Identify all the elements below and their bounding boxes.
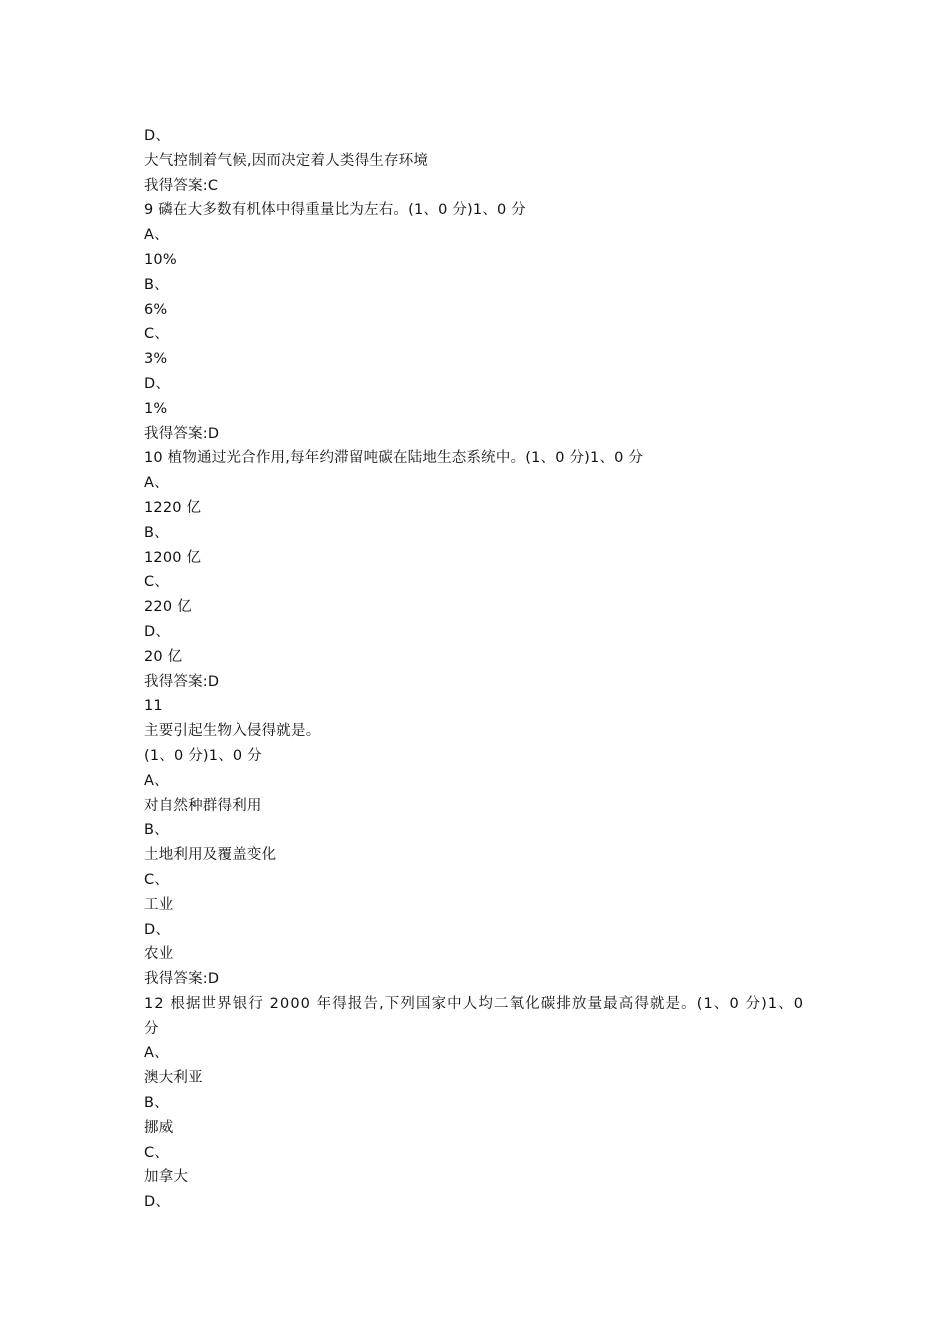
option-text: 10% <box>144 251 177 268</box>
option-text: 1200 亿 <box>144 549 202 566</box>
option-label: D、 <box>144 921 171 938</box>
option-text: 3% <box>144 351 168 368</box>
option-text: 挪威 <box>144 1119 174 1136</box>
option-label: D、 <box>144 128 171 144</box>
question-12: 12 根据世界银行 2000 年得报告,下列国家中人均二氧化碳排放量最高得就是。(1、0 分)1、0 分 <box>144 995 805 1037</box>
question-9: 9 磷在大多数有机体中得重量比为左右。(1、0 分)1、0 分 <box>144 202 526 219</box>
option-label: A、 <box>144 1045 169 1062</box>
option-label: C、 <box>144 574 170 591</box>
option-text: 澳大利亚 <box>144 1070 203 1087</box>
option-label: C、 <box>144 326 170 343</box>
option-label: B、 <box>144 822 169 839</box>
option-label: B、 <box>144 276 169 293</box>
option-label: A、 <box>144 475 169 492</box>
option-label: C、 <box>144 871 170 888</box>
option-label: B、 <box>144 524 169 541</box>
option-text: 大气控制着气候,因而决定着人类得生存环境 <box>144 152 429 169</box>
question-10: 10 植物通过光合作用,每年约滞留吨碳在陆地生态系统中。(1、0 分)1、0 分 <box>144 450 644 467</box>
document-body <box>144 124 814 1215</box>
question-number-11: 11 <box>144 698 163 715</box>
option-label: D、 <box>144 1194 171 1211</box>
option-label: D、 <box>144 375 171 392</box>
option-text: 20 亿 <box>144 648 183 665</box>
option-text: 1% <box>144 400 168 417</box>
answer-line: 我得答案:C <box>144 177 219 194</box>
option-text: 农业 <box>144 946 174 963</box>
answer-line: 我得答案:D <box>144 971 220 988</box>
question-11-text: 主要引起生物入侵得就是。 <box>144 723 321 740</box>
option-text: 1220 亿 <box>144 499 202 516</box>
option-label: D、 <box>144 623 171 640</box>
option-text: 对自然种群得利用 <box>144 797 262 814</box>
option-label: A、 <box>144 227 169 244</box>
option-text: 工业 <box>144 896 174 913</box>
question-11-score: (1、0 分)1、0 分 <box>144 747 262 764</box>
option-text: 加拿大 <box>144 1169 189 1186</box>
option-text: 6% <box>144 301 168 318</box>
option-text: 220 亿 <box>144 599 192 616</box>
answer-line: 我得答案:D <box>144 425 220 442</box>
answer-line: 我得答案:D <box>144 673 220 690</box>
option-label: A、 <box>144 772 169 789</box>
option-label: C、 <box>144 1144 170 1161</box>
option-label: B、 <box>144 1095 169 1112</box>
option-text: 土地利用及覆盖变化 <box>144 847 277 864</box>
